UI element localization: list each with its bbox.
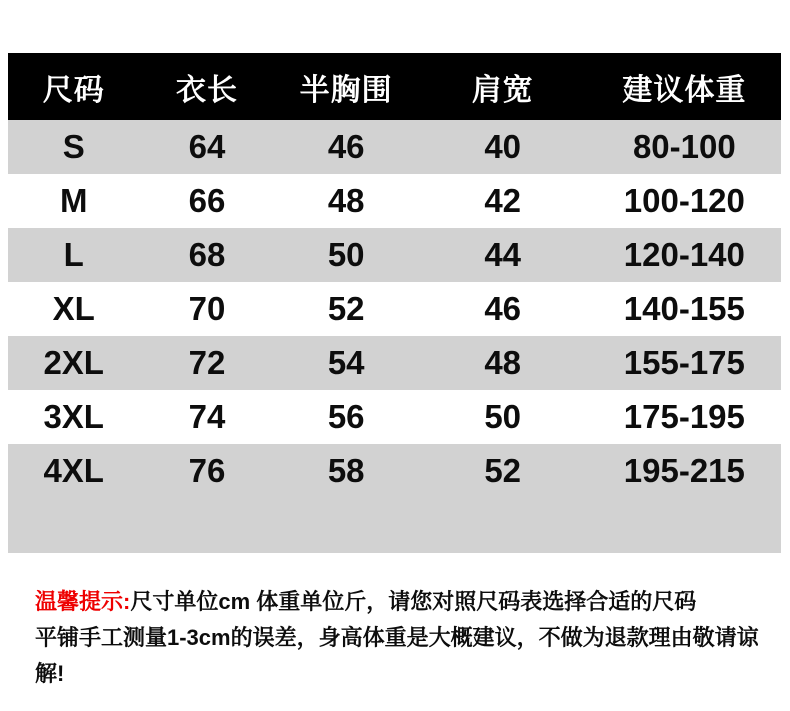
table-row-m: [8, 174, 781, 228]
note-highlight-label: 温馨提示:: [35, 589, 131, 614]
notes-section: [0, 584, 790, 692]
column-header-chest: 半胸围: [299, 73, 393, 107]
note-line-1-text: 尺寸单位cm 体重单位斤，请您对照尺码表选择合适的尺码: [130, 589, 697, 614]
cell-shoulder: 46: [484, 290, 522, 327]
cell-size: 3XL: [43, 398, 104, 435]
cell-shoulder: 42: [484, 182, 522, 219]
cell-weight: 80-100: [632, 128, 736, 165]
table-row-xl: [8, 282, 781, 336]
column-header-size: 尺码: [42, 73, 105, 107]
cell-size: XL: [52, 290, 95, 327]
cell-chest: 50: [327, 236, 365, 273]
column-header-length: 衣长: [176, 73, 239, 107]
cell-chest: 54: [327, 344, 365, 381]
cell-length: 68: [188, 236, 226, 273]
cell-size: L: [63, 236, 84, 273]
cell-size: S: [62, 128, 85, 165]
empty-gray-bar: [8, 498, 781, 553]
table-row-3xl: [8, 390, 781, 444]
cell-shoulder: 44: [484, 236, 522, 273]
cell-chest: 52: [327, 290, 365, 327]
table-row-2xl: [8, 336, 781, 390]
cell-length: 74: [188, 398, 226, 435]
cell-length: 72: [188, 344, 226, 381]
cell-length: 70: [188, 290, 226, 327]
cell-shoulder: 52: [484, 452, 522, 489]
cell-chest: 46: [327, 128, 365, 165]
size-table: [8, 53, 781, 553]
cell-length: 64: [188, 128, 226, 165]
cell-weight: 140-155: [623, 290, 745, 327]
cell-chest: 48: [327, 182, 365, 219]
cell-length: 66: [188, 182, 226, 219]
cell-weight: 100-120: [623, 182, 745, 219]
cell-weight: 120-140: [623, 236, 745, 273]
cell-shoulder: 50: [484, 398, 522, 435]
cell-weight: 175-195: [623, 398, 745, 435]
column-header-shoulder: 肩宽: [471, 73, 534, 107]
cell-size: 2XL: [43, 344, 104, 381]
cell-weight: 155-175: [623, 344, 745, 381]
table-row-s: [8, 120, 781, 174]
cell-chest: 58: [327, 452, 365, 489]
note-line-2: 平铺手工测量1-3cm的误差，身高体重是大概建议，不做为退款理由敬请谅解!: [35, 625, 759, 686]
cell-shoulder: 48: [484, 344, 522, 381]
cell-size: M: [59, 182, 88, 219]
column-header-weight: 建议体重: [622, 73, 747, 107]
cell-size: 4XL: [43, 452, 104, 489]
cell-shoulder: 40: [484, 128, 522, 165]
table-header-row: [8, 53, 781, 120]
cell-length: 76: [188, 452, 226, 489]
cell-chest: 56: [327, 398, 365, 435]
note-line-1: [35, 584, 770, 620]
table-row-l: [8, 228, 781, 282]
cell-weight: 195-215: [623, 452, 745, 489]
table-row-4xl: [8, 444, 781, 498]
